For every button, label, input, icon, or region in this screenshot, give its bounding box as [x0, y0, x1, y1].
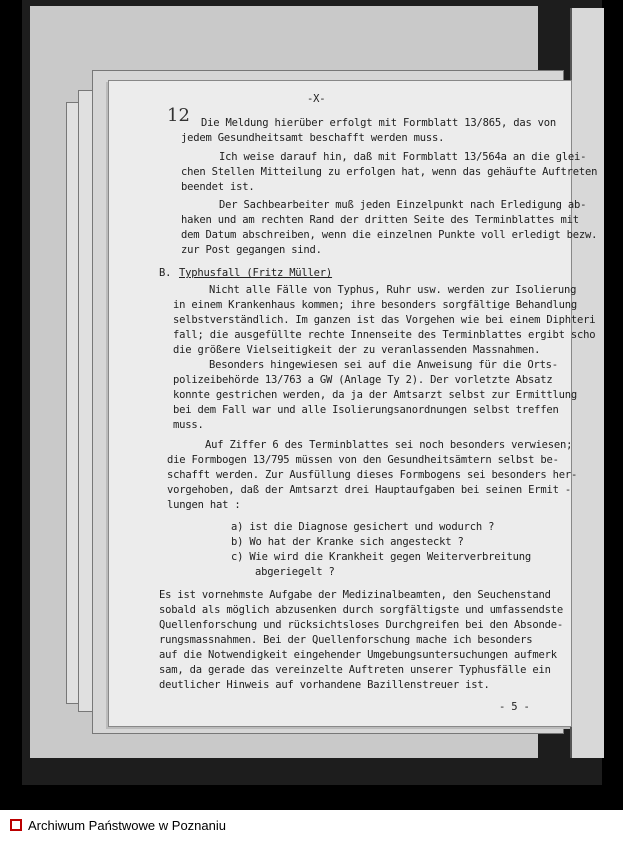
text-line: beendet ist. [181, 181, 255, 193]
header-mark: -X- [307, 93, 326, 105]
text-line: selbstverständlich. Im ganzen ist das Vorgehen wie bei einem Diphteri [173, 314, 596, 326]
list-item: a) ist die Diagnose gesichert und wodurch ? [231, 521, 495, 533]
text-line: jedem Gesundheitsamt beschafft werden muss. [181, 132, 445, 144]
archive-logo-icon [10, 819, 22, 831]
list-item: c) Wie wird die Krankheit gegen Weiterverbreitung [231, 551, 531, 563]
text-line: Ich weise darauf hin, daß mit Formblatt 13/564a an die glei- [219, 151, 587, 163]
list-item-continuation: abgeriegelt ? [255, 566, 335, 578]
text-line: deutlicher Hinweis auf vorhandene Bazillenstreuer ist. [159, 679, 490, 691]
text-line: Besonders hingewiesen sei auf die Anweisung für die Orts- [209, 359, 558, 371]
text-line: Quellenforschung und rücksichtsloses Durchgreifen bei den Absonde- [159, 619, 564, 631]
text-line: vorgehoben, daß der Amtsarzt drei Hauptaufgaben bei seinen Ermit - [167, 484, 572, 496]
archive-footer [0, 808, 623, 842]
text-line: muss. [173, 419, 204, 431]
text-line: Auf Ziffer 6 des Terminblattes sei noch besonders verwiesen; [205, 439, 573, 451]
folio-number: 12 [167, 105, 190, 126]
text-line: sobald als möglich abzusenken durch sorgfältigste und umfassendste [159, 604, 564, 616]
section-letter: B. [159, 267, 172, 279]
text-line: polizeibehörde 13/763 a GW (Anlage Ty 2). Der vorletzte Absatz [173, 374, 553, 386]
text-line: chen Stellen Mitteilung zu erfolgen hat, wenn das gehäufte Auftreten [181, 166, 598, 178]
edge-strip [570, 8, 604, 758]
text-line: lungen hat : [167, 499, 241, 511]
section-heading: Typhusfall (Fritz Müller) [179, 267, 333, 279]
text-line: haken und am rechten Rand der dritten Seite des Terminblattes mit [181, 214, 579, 226]
document-page [108, 80, 598, 727]
text-line: die größere Vielseitigkeit der zu veranlassenden Massnahmen. [173, 344, 541, 356]
text-line: bei dem Fall war und alle Isolierungsanordnungen selbst treffen [173, 404, 559, 416]
text-line: zur Post gegangen sind. [181, 244, 322, 256]
text-line: in einem Krankenhaus kommen; ihre besonders sorgfältige Behandlung [173, 299, 578, 311]
text-line: Die Meldung hierüber erfolgt mit Formblatt 13/865, das von [201, 117, 557, 129]
text-line: fall; die ausgefüllte rechte Innenseite des Terminblattes ergibt scho [173, 329, 596, 341]
text-line: sam, da gerade das vereinzelte Auftreten unserer Typhusfälle ein [159, 664, 551, 676]
text-line: Der Sachbearbeiter muß jeden Einzelpunkt nach Erledigung ab- [219, 199, 587, 211]
text-line: Nicht alle Fälle von Typhus, Ruhr usw. werden zur Isolierung [209, 284, 577, 296]
text-line: schafft werden. Zur Ausfüllung dieses Formbogens sei besonders her- [167, 469, 578, 481]
text-line: konnte gestrichen werden, da ja der Amtsarzt selbst zur Ermittlung [173, 389, 578, 401]
text-line: rungsmassnahmen. Bei der Quellenforschung mache ich besonders [159, 634, 533, 646]
archive-name: Archiwum Państwowe w Poznaniu [28, 818, 226, 833]
text-line: Es ist vornehmste Aufgabe der Medizinalbeamten, den Seuchenstand [159, 589, 551, 601]
page-number: - 5 - [499, 701, 530, 713]
text-line: auf die Notwendigkeit eingehender Umgebungsuntersuchungen aufmerk [159, 649, 557, 661]
text-line: die Formbogen 13/795 müssen von den Gesundheitsämtern selbst be- [167, 454, 559, 466]
list-item: b) Wo hat der Kranke sich angesteckt ? [231, 536, 464, 548]
text-line: dem Datum abschreiben, wenn die einzelnen Punkte voll erledigt bezw. [181, 229, 598, 241]
